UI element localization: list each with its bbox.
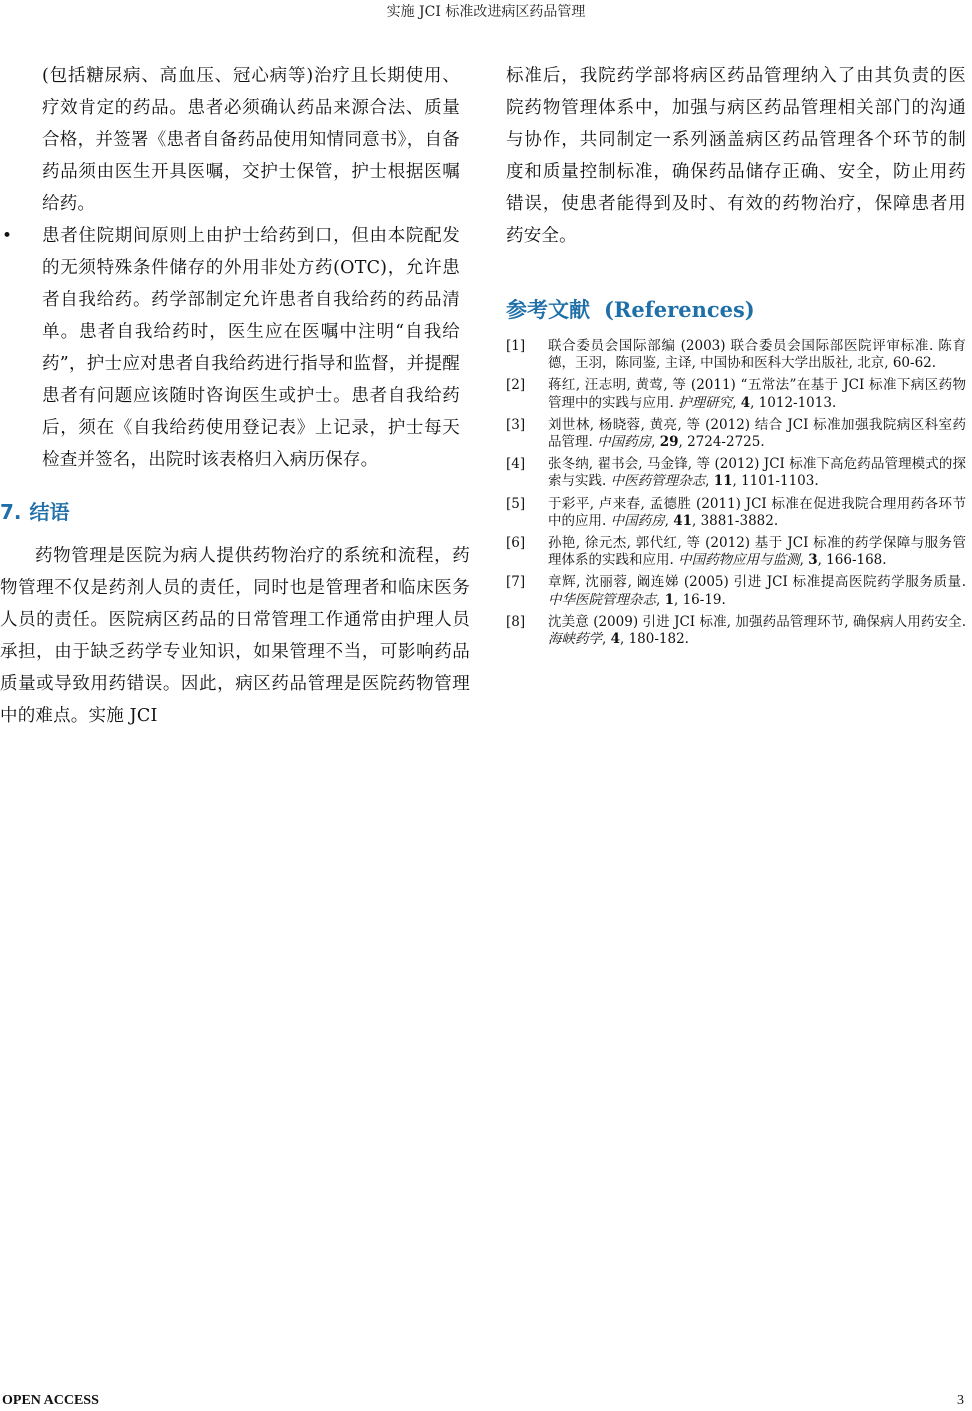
reference-volume: 3: [808, 552, 818, 569]
reference-number: [5]: [506, 495, 526, 512]
left-column: [0, 60, 470, 732]
references-title-en: (References): [604, 297, 755, 322]
reference-volume: 11: [713, 473, 733, 490]
reference-text: 张冬纳, 翟书会, 马金锋, 等 (2012) JCI 标准下高危药品管理模式的探索与实践.: [548, 456, 966, 490]
reference-journal: 中医药管理杂志: [610, 473, 706, 490]
reference-number: [8]: [506, 613, 526, 630]
section-title: 结语: [29, 500, 70, 524]
reference-item: [4] 张冬纳, 翟书会, 马金锋, 等 (2012) JCI 标准下高危药品管理模式的探索与实践. 中医药管理杂志, 11, 1101-1103.: [506, 456, 966, 490]
reference-text: 联合委员会国际部编 (2003) 联合委员会国际部医院评审标准. 陈育德，王羽，陈同鉴, 主译, 中国协和医科大学出版社, 北京, 60-62.: [548, 338, 966, 372]
reference-pages: , 2724-2725.: [678, 434, 765, 451]
reference-volume: 4: [610, 631, 620, 648]
section-heading: [0, 496, 470, 528]
bullet-item: [0, 220, 470, 476]
continued-paragraph: (包括糖尿病、高血压、冠心病等)治疗且长期使用、疗效肯定的药品。患者必须确认药品来源合法、质量合格，并签署《患者自备药品使用知情同意书》，自备药品须由医生开具医嘱，交护士保管，护士根据医嘱给药。: [42, 66, 460, 214]
reference-pages: , 180-182.: [620, 631, 689, 648]
reference-number: [4]: [506, 456, 526, 473]
reference-journal: 中国药物应用与监测: [678, 552, 800, 569]
reference-number: [6]: [506, 535, 526, 552]
reference-number: [1]: [506, 338, 526, 354]
reference-journal: 中华医院管理杂志: [548, 591, 656, 608]
conclusion-paragraph: 药物管理是医院为病人提供药物治疗的系统和流程，药物管理不仅是药剂人员的责任，同时也是管理者和临床医务人员的责任。医院病区药品的日常管理工作通常由护理人员承担，由于缺乏药学专业知识，如果管理不当，可影响药品质量或导致用药错误。因此，病区药品管理是医院药物管理中的难点。实施 JCI: [0, 546, 470, 726]
reference-volume: 1: [664, 591, 674, 608]
bullet-text: 患者住院期间原则上由护士给药到口，但由本院配发的无须特殊条件储存的外用非处方药(OTC)，允许患者自我给药。药学部制定允许患者自我给药的药品清单。患者自我给药时，医生应在医嘱中注明“自我给药”，护士应对患者自我给药进行指导和监督，并提醒患者有问题应该随时咨询医生或护士。患者自我给药后，须在《自我给药使用登记表》上记录，护士每天检查并签名，出院时该表格归入病历保存。: [42, 226, 460, 470]
references-heading: [506, 294, 966, 326]
right-column: [506, 60, 966, 653]
reference-volume: 29: [659, 434, 679, 451]
reference-number: [3]: [506, 416, 526, 433]
reference-item: [506, 338, 966, 372]
reference-pages: , 1012-1013.: [750, 394, 837, 411]
reference-number: [7]: [506, 574, 526, 591]
reference-item: [5] 于彩平, 卢来春, 孟德胜 (2011) JCI 标准在促进我院合理用药各环节中的应用. 中国药房, 41, 3881-3882.: [506, 495, 966, 529]
conclusion-continued: 标准后，我院药学部将病区药品管理纳入了由其负责的医院药物管理体系中，加强与病区药品管理相关部门的沟通与协作，共同制定一系列涵盖病区药品管理各个环节的制度和质量控制标准，确保药品储存正确、安全，防止用药错误，使患者能得到及时、有效的药物治疗，保障患者用药安全。: [506, 66, 966, 246]
page-number: 3: [957, 1393, 964, 1408]
reference-pages: , 166-168.: [817, 552, 887, 569]
reference-item: [7] 章辉, 沈丽蓉, 阚连娣 (2005) 引进 JCI 标准提高医院药学服务质量. 中华医院管理杂志, 1, 16-19.: [506, 574, 966, 608]
running-header: 实施 JCI 标准改进病区药品管理: [386, 4, 586, 20]
reference-text: 沈美意 (2009) 引进 JCI 标准, 加强药品管理环节, 确保病人用药安全.: [548, 613, 966, 630]
reference-number: [2]: [506, 377, 526, 394]
reference-pages: , 1101-1103.: [732, 473, 819, 490]
reference-volume: 4: [740, 394, 751, 411]
section-number: 7.: [0, 500, 22, 524]
open-access-label: OPEN ACCESS: [2, 1393, 99, 1408]
reference-item: [8] 沈美意 (2009) 引进 JCI 标准, 加强药品管理环节, 确保病人用药安全. 海峡药学, 4, 180-182.: [506, 613, 966, 648]
reference-text: 章辉, 沈丽蓉, 阚连娣 (2005) 引进 JCI 标准提高医院药学服务质量.: [548, 574, 966, 591]
reference-text: 于彩平, 卢来春, 孟德胜 (2011) JCI 标准在促进我院合理用药各环节中的应用.: [548, 495, 966, 529]
reference-journal: 中国药房: [597, 434, 652, 451]
reference-item: [2] 蒋红, 汪志明, 黄莺, 等 (2011) “五常法”在基于 JCI 标准下病区药物管理中的实践与应用. 护理研究, 4, 1012-1013.: [506, 377, 966, 411]
reference-journal: 中国药房: [610, 512, 665, 529]
reference-pages: , 16-19.: [674, 591, 726, 608]
reference-item: [6] 孙艳, 徐元杰, 郭代红, 等 (2012) 基于 JCI 标准的药学保障与服务管理体系的实践和应用. 中国药物应用与监测, 3, 166-168.: [506, 535, 966, 569]
reference-volume: 41: [673, 512, 692, 529]
reference-item: [3] 刘世林, 杨晓蓉, 黄亮, 等 (2012) 结合 JCI 标准加强我院病区科室药品管理. 中国药房, 29, 2724-2725.: [506, 416, 966, 451]
reference-text: 蒋红, 汪志明, 黄莺, 等 (2011) “五常法”在基于 JCI 标准下病区药物管理中的实践与应用.: [548, 377, 966, 411]
reference-journal: 海峡药学: [548, 631, 602, 648]
reference-journal: 护理研究: [678, 394, 733, 411]
reference-list: [506, 338, 966, 648]
reference-text: 孙艳, 徐元杰, 郭代红, 等 (2012) 基于 JCI 标准的药学保障与服务管理体系的实践和应用.: [548, 535, 966, 569]
reference-pages: , 3881-3882.: [691, 512, 779, 529]
references-title-zh: 参考文献: [506, 298, 590, 322]
reference-text: 刘世林, 杨晓蓉, 黄亮, 等 (2012) 结合 JCI 标准加强我院病区科室药品管理.: [548, 416, 966, 451]
bullet-icon: •: [2, 226, 13, 246]
